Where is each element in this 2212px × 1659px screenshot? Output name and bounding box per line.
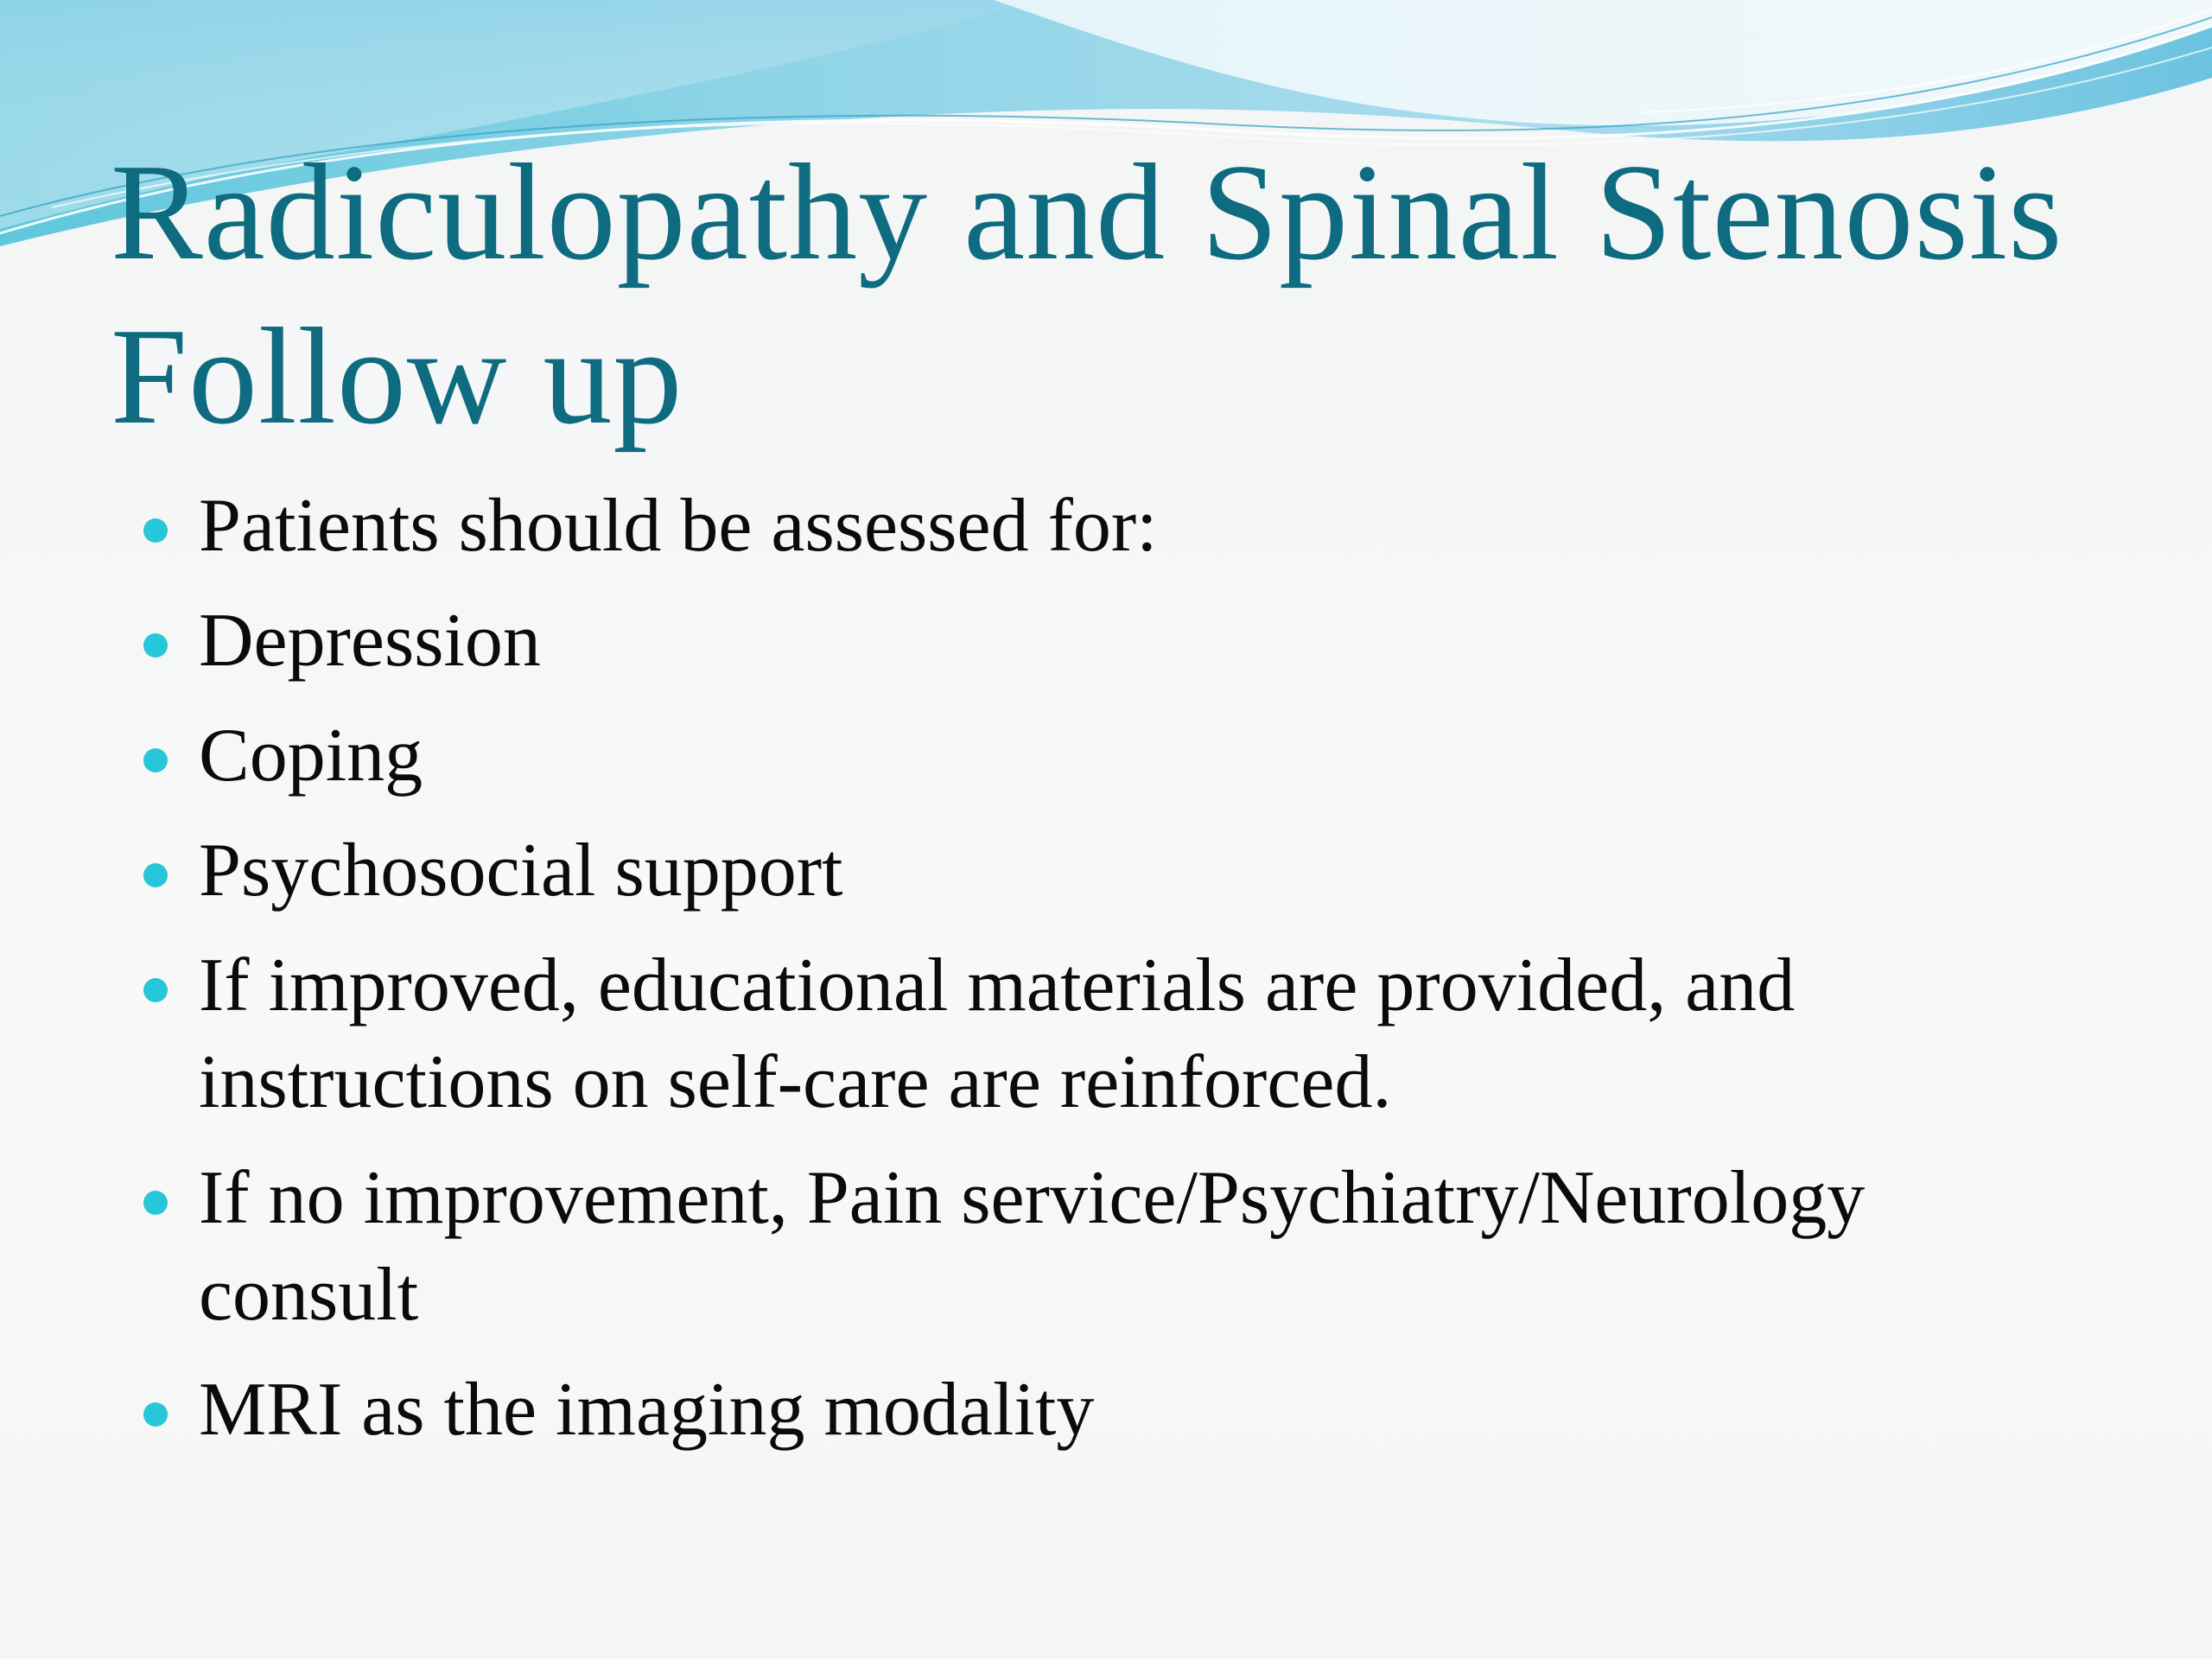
bullet-marker: [143, 1402, 168, 1427]
bullet-text: [199, 593, 2134, 690]
bullet-text: [199, 938, 2134, 1131]
bullet-text-line: Depression: [199, 599, 541, 683]
bullet-marker: [143, 978, 168, 1002]
bullet-text: [199, 823, 2134, 919]
bullet-text: [199, 1150, 2134, 1344]
bullet-text-line: Psychosocial support: [199, 829, 843, 912]
slide-title-line: Radiculopathy and Spinal Stenosis: [111, 135, 2063, 289]
bullet-text-line: If no improvement, Pain service/Psychiatry/Neurology: [199, 1156, 1866, 1240]
bullet-marker: [143, 633, 168, 658]
bullet-text: [199, 708, 2134, 804]
bullet-text: [199, 478, 2134, 575]
bullet-text: [199, 1362, 2134, 1459]
bullet-text-line: Patients should be assessed for:: [199, 484, 1158, 568]
bullet-marker: [143, 1191, 168, 1215]
bullet-text-line: instructions on self-care are reinforced.: [199, 1040, 1392, 1124]
bullet-text-line: If improved, educational materials are provided, and: [199, 944, 1796, 1027]
bullet-text-line: MRI as the imaging modality: [199, 1368, 1095, 1452]
bullet-text-line: consult: [199, 1253, 419, 1337]
slide-title-line: Follow up: [111, 299, 683, 453]
bullet-marker: [143, 863, 168, 887]
bullet-marker: [143, 518, 168, 543]
bullet-text-line: Coping: [199, 714, 423, 798]
bullet-marker: [143, 748, 168, 772]
